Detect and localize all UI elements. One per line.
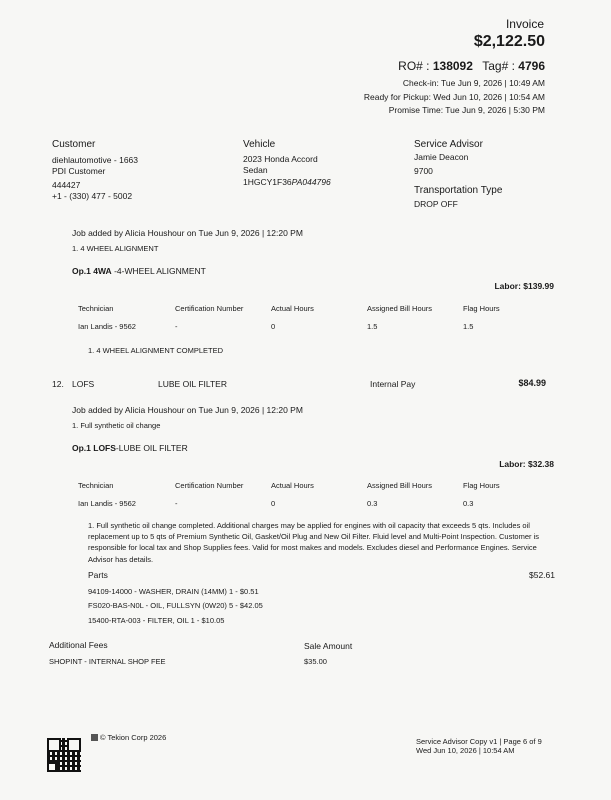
advisor-number: 9700	[414, 166, 433, 176]
tech-flag: 1.5	[463, 322, 474, 331]
vehicle-model: 2023 Honda Accord	[243, 154, 318, 164]
job2-op-line	[72, 443, 188, 453]
customer-phone: +1 - (330) 477 - 5002	[52, 191, 133, 201]
job2-op-code: Op.1 LOFS	[72, 443, 116, 453]
ro-tag-line	[398, 59, 545, 73]
tekion-logo-icon	[91, 734, 98, 741]
fee-amount: $35.00	[304, 657, 327, 666]
tag-number: 4796	[518, 59, 545, 73]
col-actual-hours: Actual Hours	[271, 481, 314, 490]
job1-tech-header	[0, 304, 611, 314]
tech-name: Ian Landis - 9562	[78, 322, 136, 331]
col-flag-hours: Flag Hours	[463, 304, 500, 313]
copyright-text: © Tekion Corp 2026	[100, 733, 167, 742]
parts-heading: Parts	[88, 570, 108, 580]
qr-code-icon	[47, 738, 81, 772]
job2-amount: $84.99	[518, 378, 546, 388]
job2-pay-type: Internal Pay	[370, 379, 416, 389]
check-in-time: Check-in: Tue Jun 9, 2026 | 10:49 AM	[402, 78, 545, 88]
job1-labor: Labor: $139.99	[494, 281, 554, 291]
promise-time: Promise Time: Tue Jun 9, 2026 | 5:30 PM	[388, 105, 545, 115]
job2-correction: 1. Full synthetic oil change completed. Additional charges may be applied for engines with oil capacity that exceeds 5 qts. Includes oil replacement up to 5 qts of Premium Synthetic Oil, Gasket/Oil Plug and New Oil Filter. Fluid level and Multi-Point Inspection. Customer is responsible for local tax and Shop Supplies fees. Valid for most makes and models. Excludes diesel and Performance Engines. Service Advisor has details.	[88, 521, 540, 564]
advisor-heading: Service Advisor	[414, 139, 483, 150]
ro-number: 138092	[432, 59, 473, 73]
tech-actual: 0	[271, 499, 276, 508]
vin-prefix: 1HGCY1F36	[243, 177, 292, 187]
job2-labor: Labor: $32.38	[499, 459, 554, 469]
job2-name: LUBE OIL FILTER	[158, 379, 227, 389]
transport-value: DROP OFF	[414, 199, 458, 209]
col-flag-hours: Flag Hours	[463, 481, 500, 490]
transport-heading: Transportation Type	[414, 185, 503, 196]
ro-label: RO# :	[398, 59, 430, 73]
job1-tech-row	[0, 322, 611, 332]
tag-label: Tag# :	[482, 59, 515, 73]
job1-added-by: Job added by Alicia Houshour on Tue Jun 9, 2026 | 12:20 PM	[72, 228, 303, 238]
customer-heading: Customer	[52, 139, 96, 150]
col-actual-hours: Actual Hours	[271, 304, 314, 313]
job2-tech-header	[0, 481, 611, 491]
part-item: 15400-RTA-003 - FILTER, OIL 1 - $10.05	[88, 616, 225, 625]
col-assigned-hours: Assigned Bill Hours	[367, 481, 433, 490]
col-technician: Technician	[78, 304, 114, 313]
vehicle-body: Sedan	[243, 165, 268, 175]
parts-total: $52.61	[529, 570, 555, 580]
job1-op-line	[72, 266, 206, 276]
job2-number: 12.	[52, 379, 64, 389]
job2-op-desc: -LUBE OIL FILTER	[115, 443, 188, 453]
job2-added-by: Job added by Alicia Houshour on Tue Jun 9, 2026 | 12:20 PM	[72, 405, 303, 415]
fees-heading: Additional Fees	[49, 640, 108, 650]
tech-name: Ian Landis - 9562	[78, 499, 136, 508]
copyright	[91, 733, 166, 742]
col-certification: Certification Number	[175, 481, 244, 490]
customer-type: PDI Customer	[52, 166, 106, 176]
invoice-total: $2,122.50	[473, 33, 545, 50]
tech-cert: -	[175, 322, 178, 331]
tech-actual: 0	[271, 322, 276, 331]
tech-assigned: 0.3	[367, 499, 378, 508]
col-assigned-hours: Assigned Bill Hours	[367, 304, 433, 313]
vehicle-vin	[243, 177, 331, 187]
job2-code: LOFS	[72, 379, 95, 389]
part-item: 94109-14000 - WASHER, DRAIN (14MM) 1 - $0.51	[88, 587, 259, 596]
invoice-title: Invoice	[505, 17, 544, 31]
advisor-name: Jamie Deacon	[414, 152, 469, 162]
part-item: FS020-BAS-N0L - OIL, FULLSYN (0W20) 5 - $42.05	[88, 601, 263, 610]
col-technician: Technician	[78, 481, 114, 490]
job1-op-desc: -4-WHEEL ALIGNMENT	[114, 266, 206, 276]
customer-id: 444427	[52, 180, 81, 190]
ready-pickup-time: Ready for Pickup: Wed Jun 10, 2026 | 10:54 AM	[363, 92, 545, 102]
tech-flag: 0.3	[463, 499, 474, 508]
customer-name: diehlautomotive - 1663	[52, 155, 139, 165]
tech-cert: -	[175, 499, 178, 508]
sale-amount-heading: Sale Amount	[304, 641, 353, 651]
job2-concern: 1. Full synthetic oil change	[72, 421, 161, 430]
job1-op-code: Op.1 4WA	[72, 266, 112, 276]
fee-item: SHOPINT - INTERNAL SHOP FEE	[49, 657, 166, 666]
vin-suffix: PA044796	[291, 177, 331, 187]
vehicle-heading: Vehicle	[243, 139, 276, 150]
job1-concern: 1. 4 WHEEL ALIGNMENT	[72, 244, 159, 253]
col-certification: Certification Number	[175, 304, 244, 313]
footer-timestamp: Wed Jun 10, 2026 | 10:54 AM	[416, 746, 515, 755]
copy-info: Service Advisor Copy v1 | Page 6 of 9	[416, 737, 542, 746]
job1-correction: 1. 4 WHEEL ALIGNMENT COMPLETED	[88, 346, 224, 355]
tech-assigned: 1.5	[367, 322, 378, 331]
job2-tech-row	[0, 499, 611, 509]
